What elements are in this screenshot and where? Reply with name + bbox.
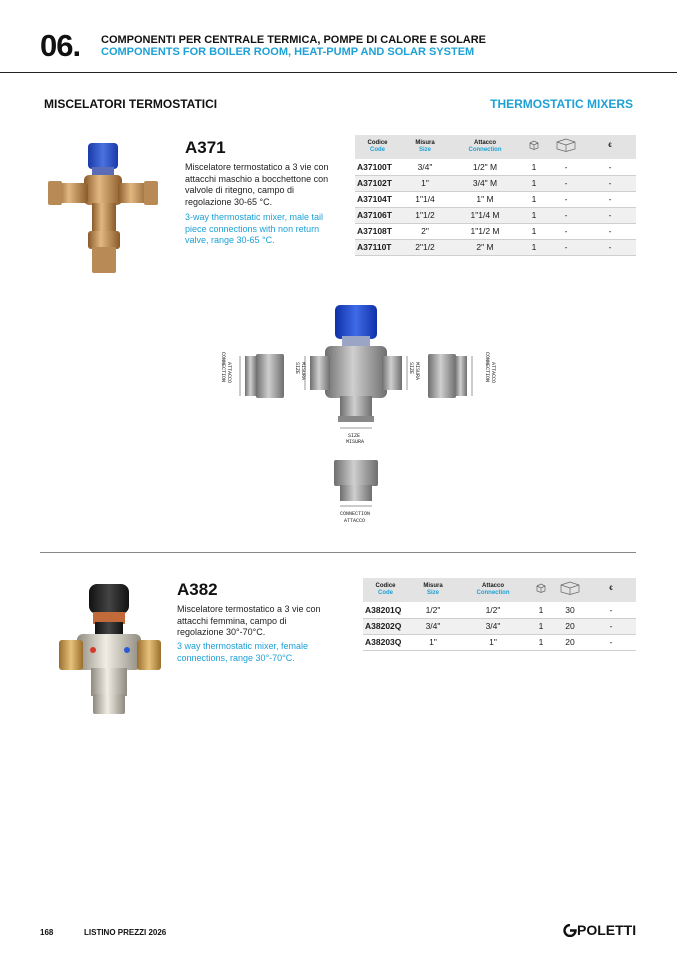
dim-size-bottom: SIZE [348,433,361,439]
cell-code: A37100T [355,159,400,175]
product-image-a371 [40,135,170,280]
cell-size: 3/4" [400,159,450,175]
cell-unit-pack: 1 [520,191,548,207]
cell-price: - [586,602,636,618]
dim-misura-right: MISURA [414,362,420,381]
cell-connection: 2" M [450,239,520,255]
col-connection: Attacco Connection [458,578,528,602]
box-icon [535,583,547,593]
brand-name: POLETTI [577,922,637,938]
cell-connection: 3/4" M [450,175,520,191]
cell-code: A38201Q [363,602,408,618]
dim-connection-left: CONNECTION [220,352,226,383]
dim-size-right: SIZE [408,362,414,375]
cell-unit-pack: 1 [520,207,548,223]
cell-price: - [584,175,636,191]
cell-connection: 1/2" M [450,159,520,175]
col-size: Misura Size [400,135,450,159]
col-carton [554,578,586,602]
col-connection: Attacco Connection [450,135,520,159]
brand-logo [563,922,636,938]
col-unit-pack [520,135,548,159]
cell-connection: 1"1/2 M [450,223,520,239]
product-image-a382 [55,578,165,720]
table-row [363,634,636,650]
cell-carton: 30 [554,602,586,618]
cell-carton: - [548,159,584,175]
cell-size: 1" [400,175,450,191]
chapter-number: 06. [40,28,81,63]
table-row [355,239,636,255]
cell-carton: - [548,239,584,255]
cell-carton: 20 [554,618,586,634]
cell-price: - [584,207,636,223]
cell-size: 1"1/4 [400,191,450,207]
table-header-row [363,578,636,602]
dim-attacco-bottom: ATTACCO [344,518,366,524]
cell-carton: - [548,223,584,239]
cell-carton: - [548,175,584,191]
table-row [355,191,636,207]
table-header-row [355,135,636,159]
cell-code: A37102T [355,175,400,191]
cell-price: - [586,634,636,650]
cell-code: A37104T [355,191,400,207]
chapter-title-it: COMPONENTI PER CENTRALE TERMICA, POMPE DI CALORE E SOLARE [101,34,487,46]
col-code: Codice Code [363,578,408,602]
cell-carton: - [548,191,584,207]
cell-code: A38203Q [363,634,408,650]
product-desc-en-a382: 3 way thermostatic mixer, female connections, range 30°-70°C. [177,641,309,663]
cell-code: A37106T [355,207,400,223]
table-row [355,207,636,223]
carton-icon [559,581,581,595]
carton-icon [555,138,577,152]
cell-unit-pack: 1 [520,223,548,239]
cell-unit-pack: 1 [520,175,548,191]
cell-code: A38202Q [363,618,408,634]
cell-unit-pack: 1 [520,159,548,175]
dim-connection-right: CONNECTION [484,352,490,383]
dim-misura-left: MISURA [300,362,306,381]
cell-connection: 1" [458,634,528,650]
cell-size: 2"1/2 [400,239,450,255]
cell-size: 1/2" [408,602,458,618]
product-desc-en-a371: 3-way thermostatic mixer, male tail piece connections with non return valve, range 30-65 °C. [185,212,324,245]
table-row [363,618,636,634]
table-row [355,223,636,239]
section-divider [40,552,636,553]
cell-size: 1"1/2 [400,207,450,223]
cell-size: 3/4" [408,618,458,634]
cell-unit-pack: 1 [520,239,548,255]
table-row [355,175,636,191]
header-divider [0,72,677,73]
chapter-title-en: COMPONENTS FOR BOILER ROOM, HEAT-PUMP AND SOLAR SYSTEM [101,46,475,58]
cell-size: 2" [400,223,450,239]
dim-attacco-left: ATTACCO [226,362,232,384]
price-table-a382 [363,578,636,651]
brand-mark-icon [563,924,577,937]
page-number: 168 [40,928,54,937]
price-table-a371 [355,135,636,256]
cell-carton: 20 [554,634,586,650]
cell-code: A37108T [355,223,400,239]
cell-price: - [584,223,636,239]
cell-carton: - [548,207,584,223]
cell-code: A37110T [355,239,400,255]
dim-attacco-right: ATTACCO [490,362,496,384]
col-price: € [586,578,636,602]
cell-price: - [584,159,636,175]
cell-connection: 3/4" [458,618,528,634]
dimension-diagram [210,300,505,530]
cell-size: 1" [408,634,458,650]
product-code-a382: A382 [177,580,218,599]
product-desc-it-a382: Miscelatore termostatico a 3 vie con attacchi femmina, campo di regolazione 30°-70°C. [177,604,321,637]
table-row [355,159,636,175]
col-size: Misura Size [408,578,458,602]
cell-connection: 1/2" [458,602,528,618]
section-title-en: THERMOSTATIC MIXERS [490,97,633,111]
cell-connection: 1"1/4 M [450,207,520,223]
price-list-label: LISTINO PREZZI 2026 [84,928,167,937]
cell-unit-pack: 1 [528,602,554,618]
col-carton [548,135,584,159]
cell-unit-pack: 1 [528,634,554,650]
col-unit-pack [528,578,554,602]
dim-misura-bottom: MISURA [346,439,365,445]
dim-size-left: SIZE [294,362,300,375]
dim-connection-bottom: CONNECTION [340,511,371,517]
cell-price: - [584,191,636,207]
box-icon [528,140,540,150]
col-price: € [584,135,636,159]
cell-price: - [586,618,636,634]
product-desc-it-a371: Miscelatore termostatico a 3 vie con attacchi maschio a bocchettone con valvole di ritegno, campo di regolazione 30-65 °C. [185,162,329,207]
product-code-a371: A371 [185,138,226,157]
section-title-it: MISCELATORI TERMOSTATICI [44,97,218,111]
cell-connection: 1" M [450,191,520,207]
cell-unit-pack: 1 [528,618,554,634]
col-code: Codice Code [355,135,400,159]
table-row [363,602,636,618]
cell-price: - [584,239,636,255]
